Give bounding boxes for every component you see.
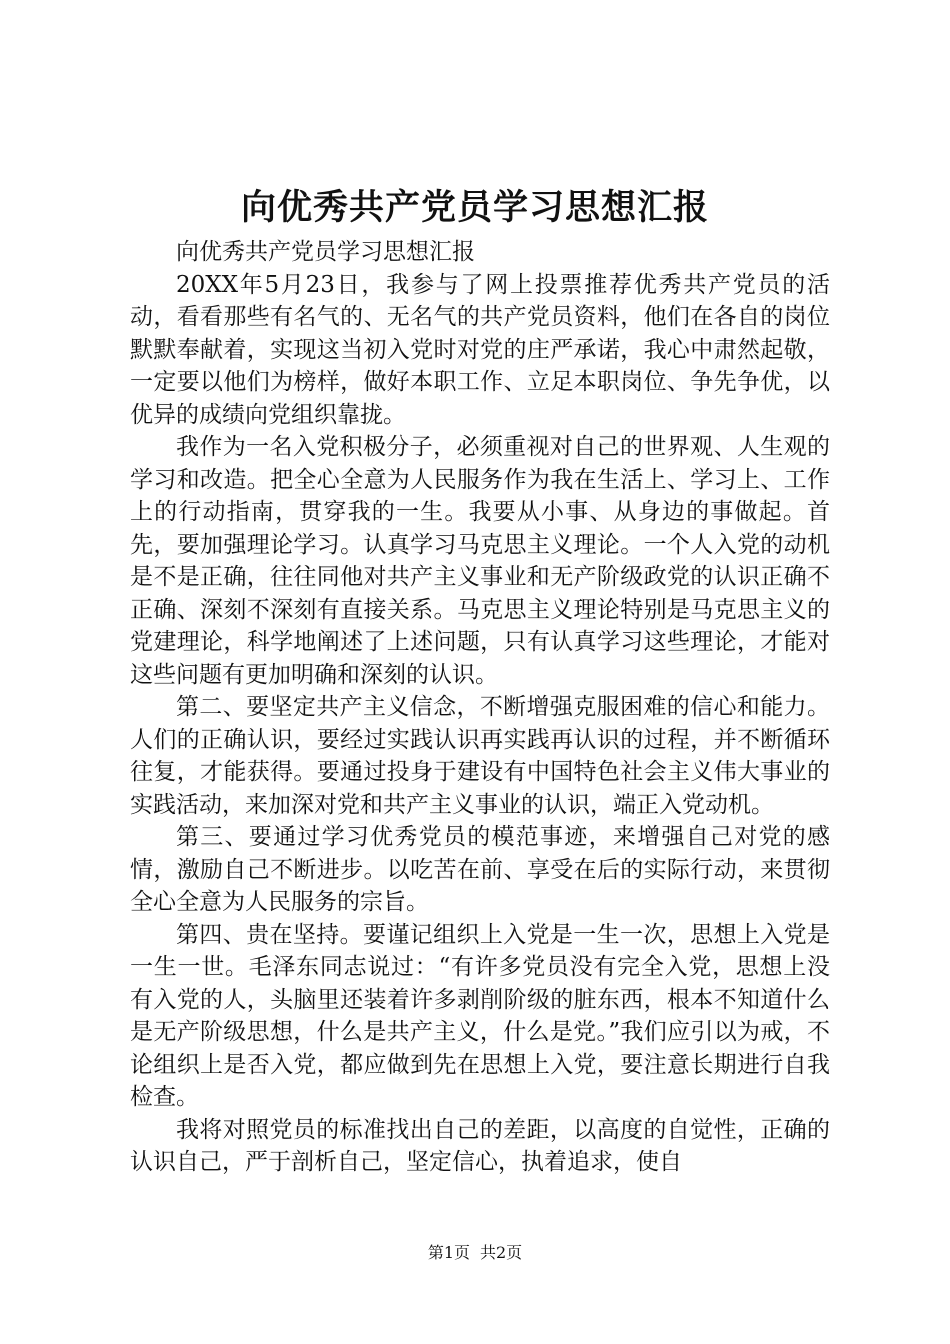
document-body — [130, 236, 830, 1179]
document-title: 向优秀共产党员学习思想汇报 — [240, 187, 709, 228]
paragraph: 第三、要通过学习优秀党员的模范事迹，来增强自己对党的感情，激励自己不断进步。以吃苦在前、享受在后的实际行动，来贯彻全心全意为人民服务的宗旨。 — [130, 824, 830, 915]
paragraph: 第四、贵在坚持。要谨记组织上入党是一生一次，思想上入党是一生一世。毛泽东同志说过：“有许多党员没有完全入党，思想上没有入党的人，头脑里还装着许多剥削阶级的脏东西，根本不知道什么是无产阶级思想，什么是共产主义，什么是党。”我们应引以为戒，不论组织上是否入党，都应做到先在思想上入党，要注意长期进行自我检查。 — [130, 921, 830, 1110]
page-number-current: 第1页 — [427, 1243, 470, 1262]
paragraph: 20XX年5月23日，我参与了网上投票推荐优秀共产党员的活动，看看那些有名气的、无名气的共产党员资料，他们在各自的岗位默默奉献着，实现这当初入党时对党的庄严承诺，我心中肃然起敬，一定要以他们为榜样，做好本职工作、立足本职岗位、争先争优，以优异的成绩向党组织靠拢。 — [130, 271, 830, 428]
page-footer — [0, 1242, 950, 1264]
paragraph-subtitle: 向优秀共产党员学习思想汇报 — [176, 239, 475, 265]
paragraph: 我将对照党员的标准找出自己的差距，以高度的自觉性，正确的认识自己，严于剖析自己，坚定信心，执着追求，使自 — [130, 1116, 830, 1175]
page-number-total: 共2页 — [480, 1243, 523, 1262]
paragraph: 第二、要坚定共产主义信念，不断增强克服困难的信心和能力。人们的正确认识，要经过实践认识再实践再认识的过程，并不断循环往复，才能获得。要通过投身于建设有中国特色社会主义伟大事业的实践活动，来加深对党和共产主义事业的认识，端正入党动机。 — [130, 694, 830, 818]
paragraph: 我作为一名入党积极分子，必须重视对自己的世界观、人生观的学习和改造。把全心全意为人民服务作为我在生活上、学习上、工作上的行动指南，贯穿我的一生。我要从小事、从身边的事做起。首先，要加强理论学习。认真学习马克思主义理论。一个人入党的动机是不是正确，往往同他对共产主义事业和无产阶级政党的认识正确不正确、深刻不深刻有直接关系。马克思主义理论特别是马克思主义的党建理论，科学地阐述了上述问题，只有认真学习这些理论，才能对这些问题有更加明确和深刻的认识。 — [130, 434, 830, 688]
